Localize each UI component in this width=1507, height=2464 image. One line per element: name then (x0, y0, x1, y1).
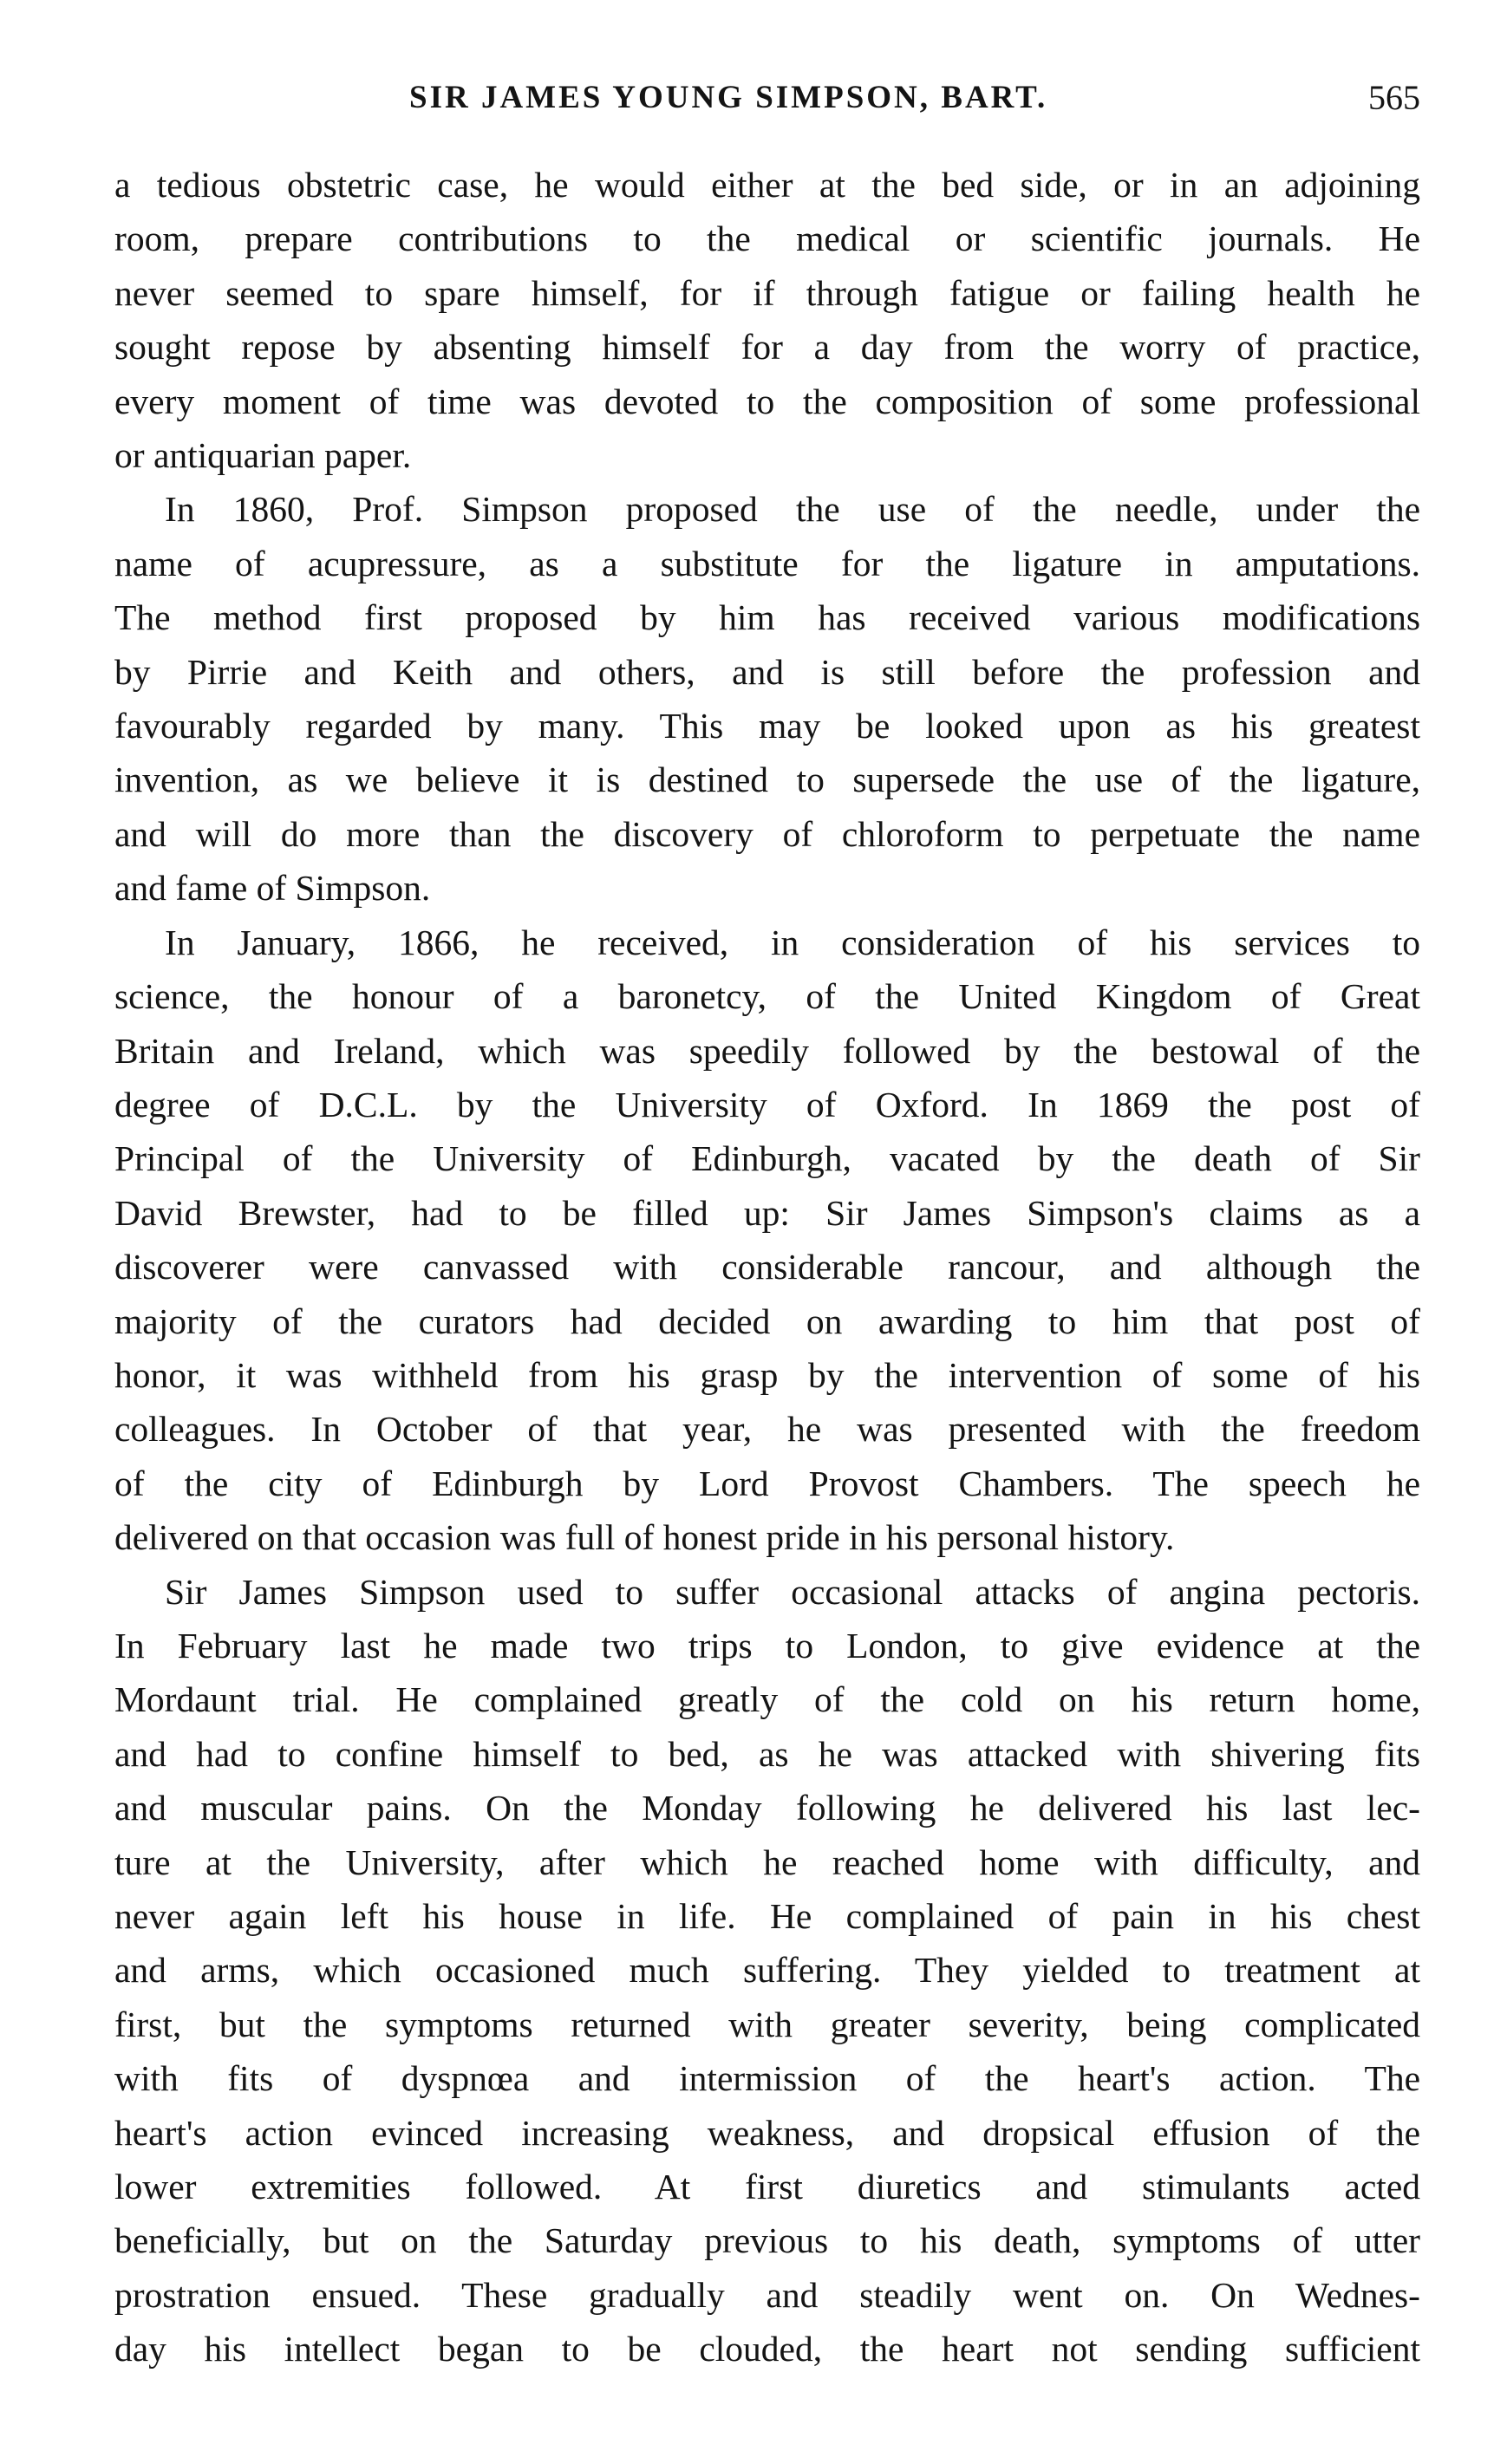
text-line: or antiquarian paper. (114, 435, 412, 476)
paragraph (114, 482, 1420, 915)
text-line: with fits of dyspnœa and intermission of the heart's action. The (114, 2058, 1420, 2099)
text-line: of the city of Edinburgh by Lord Provost Chambers. The speech he (114, 1463, 1420, 1503)
paragraph (114, 158, 1420, 482)
text-line: lower extremities followed. At first diuretics and stimulants acted (114, 2167, 1420, 2207)
text-line: In 1860, Prof. Simpson proposed the use of the needle, under the (165, 489, 1420, 530)
text-line: and muscular pains. On the Monday following he delivered his last lec- (114, 1788, 1420, 1828)
text-line: science, the honour of a baronetcy, of the United Kingdom of Great (114, 976, 1420, 1017)
text-line: invention, as we believe it is destined to supersede the use of the ligature, (114, 759, 1420, 800)
text-line: never again left his house in life. He complained of pain in his chest (114, 1896, 1420, 1936)
text-line: Mordaunt trial. He complained greatly of the cold on his return home, (114, 1679, 1420, 1720)
text-line: and fame of Simpson. (114, 868, 431, 909)
running-title: SIR JAMES YOUNG SIMPSON, BART. (409, 80, 1048, 115)
text-line: every moment of time was devoted to the composition of some professional (114, 381, 1420, 421)
text-line: prostration ensued. These gradually and steadily went on. On Wednes- (114, 2274, 1420, 2315)
text-line: by Pirrie and Keith and others, and is still before the profession and (114, 651, 1420, 692)
text-line: colleagues. In October of that year, he was presented with the freedom (114, 1409, 1420, 1450)
text-line: day his intellect began to be clouded, the heart not sending sufficient (114, 2329, 1420, 2369)
text-line: beneficially, but on the Saturday previous to his death, symptoms of utter (114, 2220, 1420, 2261)
running-head (114, 73, 1420, 135)
text-line: never seemed to spare himself, for if through fatigue or failing health he (114, 272, 1420, 313)
paragraph (114, 1565, 1420, 2376)
text-line: sought repose by absenting himself for a day from the worry of practice, (114, 327, 1420, 368)
page-number: 565 (1368, 78, 1420, 117)
text-line: first, but the symptoms returned with greater severity, being complicated (114, 2004, 1420, 2044)
text-line: David Brewster, had to be filled up: Sir James Simpson's claims as a (114, 1192, 1420, 1233)
body-text (114, 158, 1420, 2376)
text-line: and arms, which occasioned much suffering. They yielded to treatment at (114, 1950, 1420, 1991)
text-line: degree of D.C.L. by the University of Oxford. In 1869 the post of (114, 1084, 1420, 1124)
text-line: delivered on that occasion was full of honest pride in his personal history. (114, 1517, 1175, 1558)
text-line: The method first proposed by him has received various modifications (114, 597, 1420, 638)
text-line: name of acupressure, as a substitute for the ligature in amputations. (114, 543, 1420, 583)
text-line: In February last he made two trips to London, to give evidence at the (114, 1625, 1420, 1665)
text-line: a tedious obstetric case, he would either at the bed side, or in an adjoining (114, 165, 1420, 205)
book-page (114, 73, 1420, 2396)
text-line: and will do more than the discovery of chloroform to perpetuate the name (114, 813, 1420, 854)
text-line: honor, it was withheld from his grasp by the intervention of some of his (114, 1354, 1420, 1395)
text-line: ture at the University, after which he reached home with difficulty, and (114, 1841, 1420, 1882)
text-line: discoverer were canvassed with considerable rancour, and although the (114, 1247, 1420, 1287)
text-line: Britain and Ireland, which was speedily followed by the bestowal of the (114, 1030, 1420, 1071)
text-line: Principal of the University of Edinburgh, vacated by the death of Sir (114, 1138, 1420, 1179)
paragraph (114, 916, 1420, 1565)
text-line: and had to confine himself to bed, as he was attacked with shivering fits (114, 1733, 1420, 1774)
text-line: room, prepare contributions to the medical or scientific journals. He (114, 218, 1420, 259)
text-line: Sir James Simpson used to suffer occasional attacks of angina pectoris. (165, 1571, 1420, 1612)
text-line: majority of the curators had decided on awarding to him that post of (114, 1300, 1420, 1341)
text-line: heart's action evinced increasing weakness, and dropsical effusion of the (114, 2112, 1420, 2153)
text-line: In January, 1866, he received, in consideration of his services to (165, 922, 1420, 962)
text-line: favourably regarded by many. This may be looked upon as his greatest (114, 706, 1420, 746)
